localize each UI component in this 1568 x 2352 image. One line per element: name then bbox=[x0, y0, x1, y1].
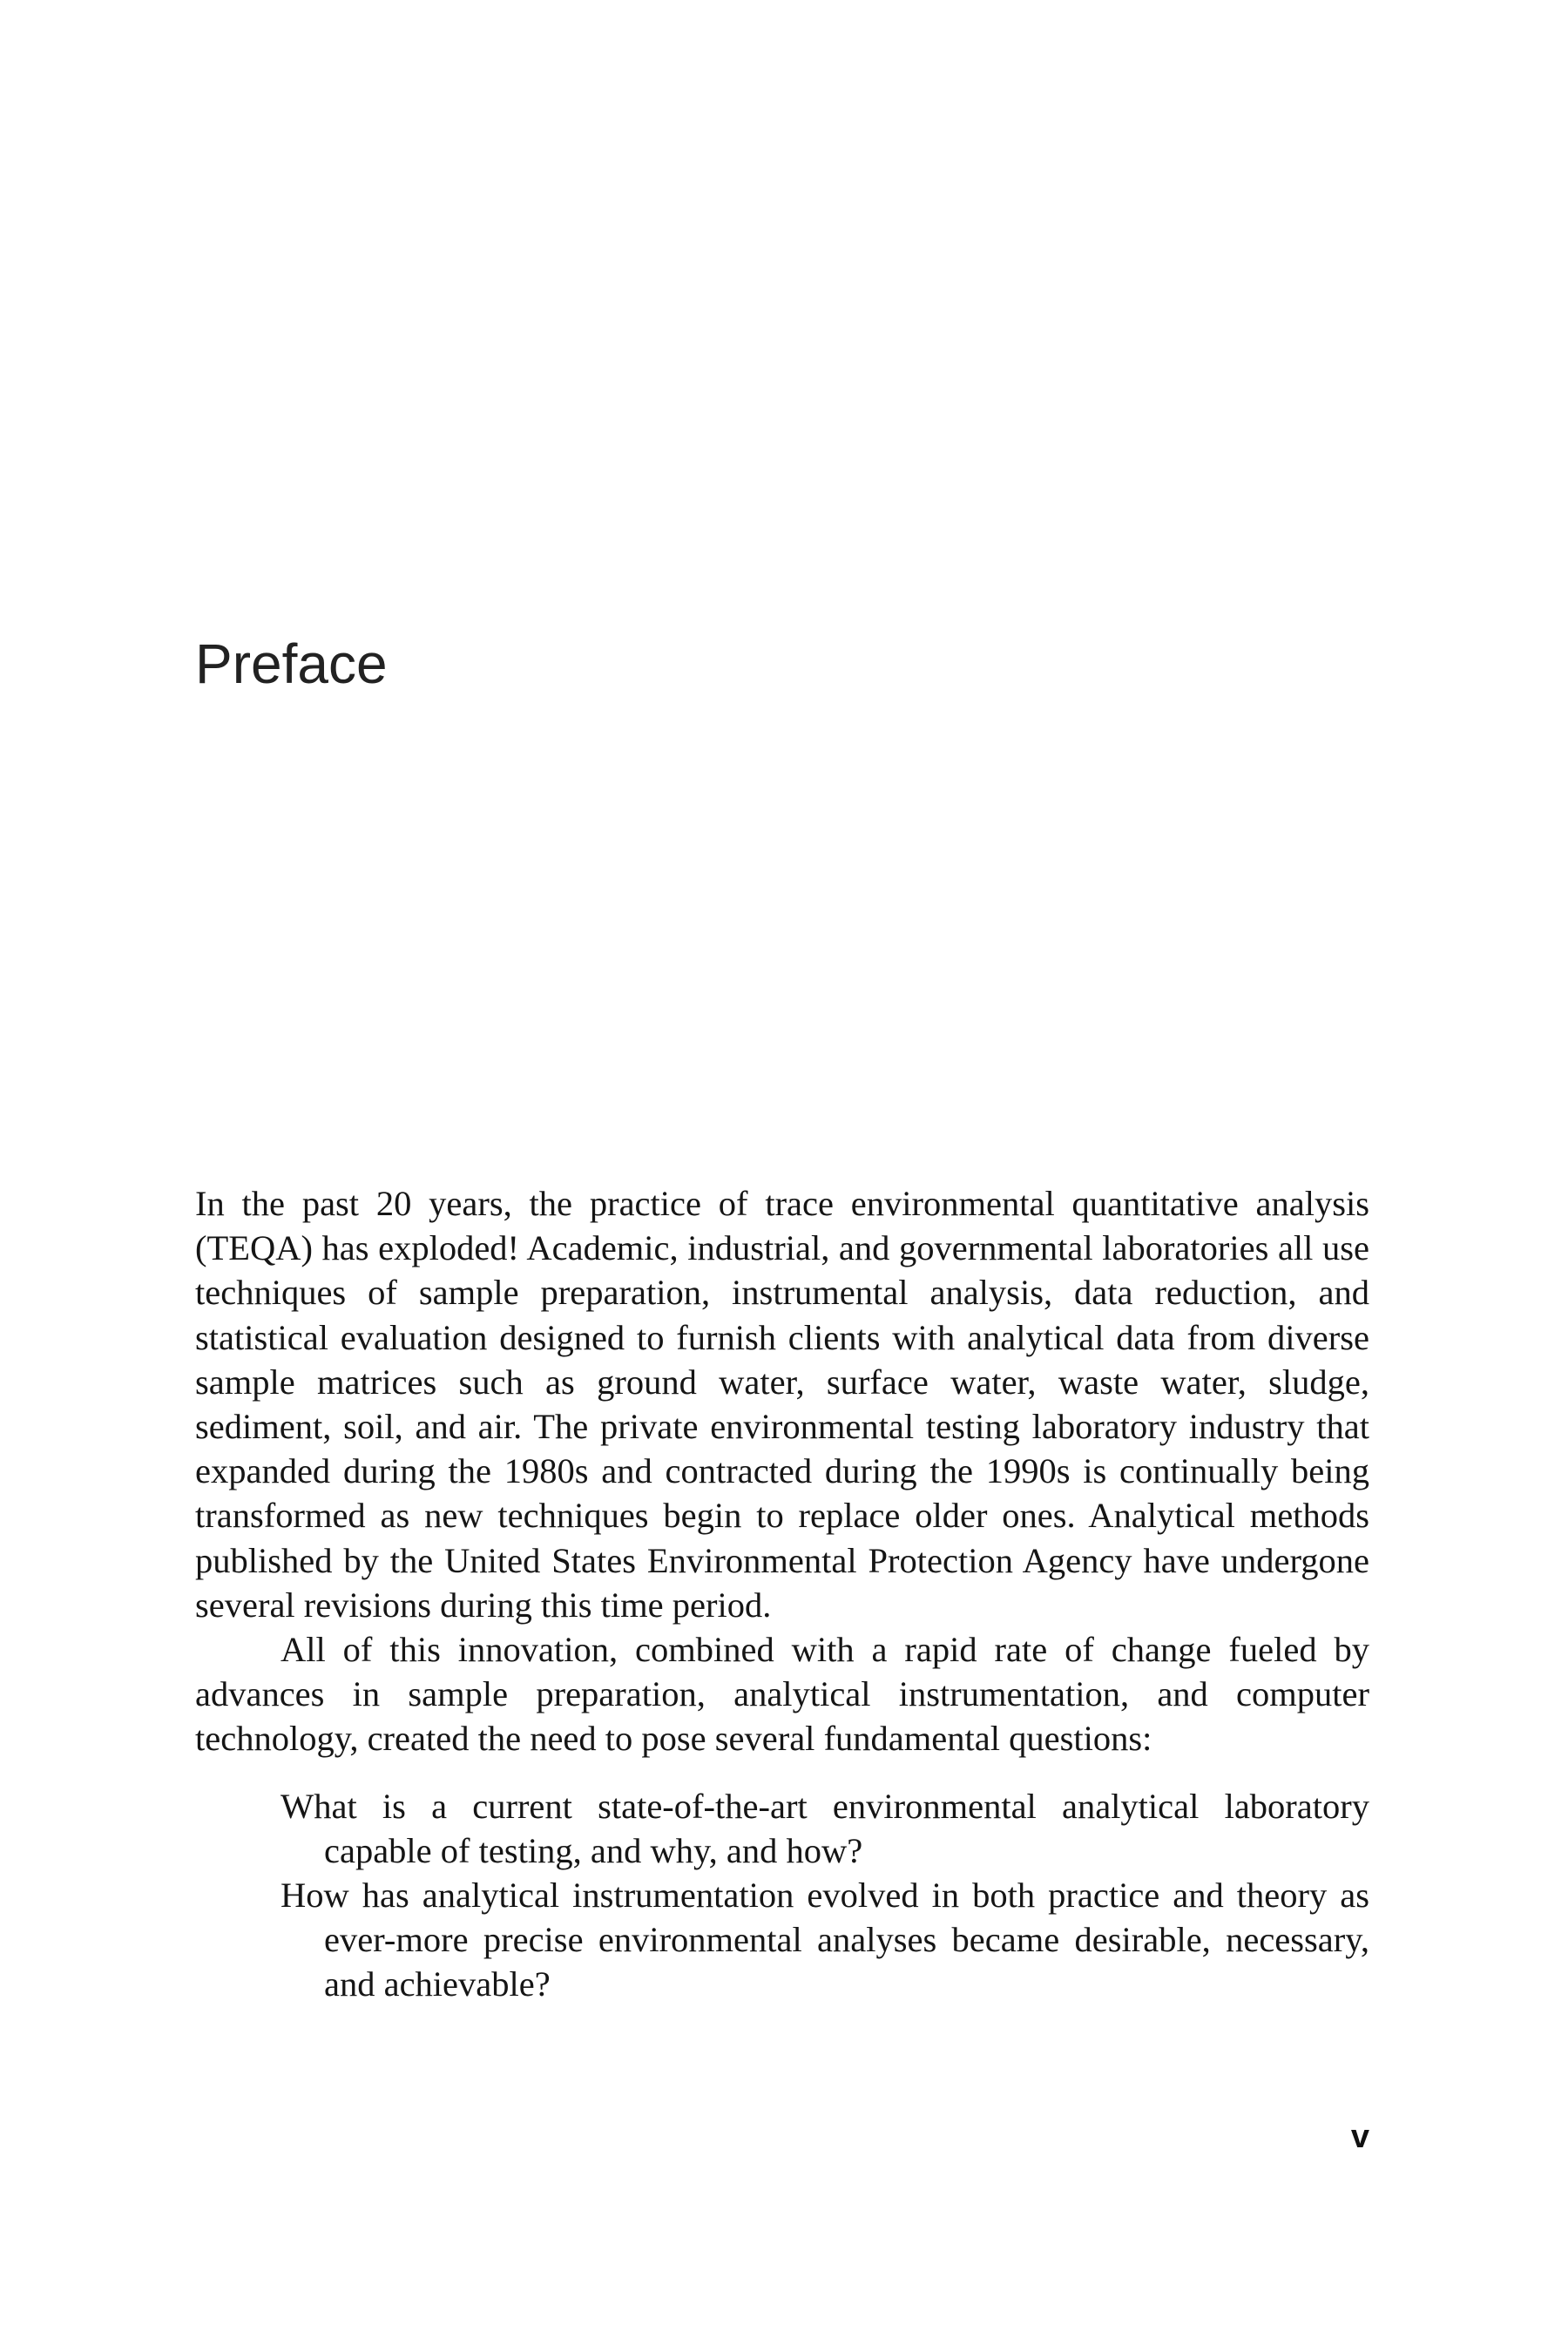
question-item: How has analytical instrumentation evolved in both practice and theory as ever-more precise environmental analyses became desirable, necessary, and achievable? bbox=[280, 1876, 1369, 2004]
page-number: v bbox=[1350, 2119, 1369, 2155]
preface-body bbox=[195, 1181, 1369, 2007]
paragraph-innovation: All of this innovation, combined with a rapid rate of change fueled by advances in sample preparation, analytical instrumentation, and computer technology, created the need to pose several fundamental questions: bbox=[195, 1630, 1369, 1759]
paragraph-intro: In the past 20 years, the practice of trace environmental quantitative analysis (TEQA) has exploded! Academic, industrial, and governmental laboratories all use techniques of sample preparation, instrumental analysis, data reduction, and statistical evaluation designed to furnish clients with analytical data from diverse sample matrices such as ground water, surface water, waste water, sludge, sediment, soil, and air. The private environmental testing laboratory industry that expanded during the 1980s and contracted during the 1990s is continually being transformed as new techniques begin to replace older ones. Analytical methods published by the United States Environmental Protection Agency have undergone several revisions during this time period. bbox=[195, 1184, 1369, 1625]
question-list bbox=[195, 1784, 1369, 2007]
page-title: Preface bbox=[195, 632, 388, 695]
question-item: What is a current state-of-the-art environmental analytical laboratory capable of testing, and why, and how? bbox=[280, 1786, 1369, 1870]
